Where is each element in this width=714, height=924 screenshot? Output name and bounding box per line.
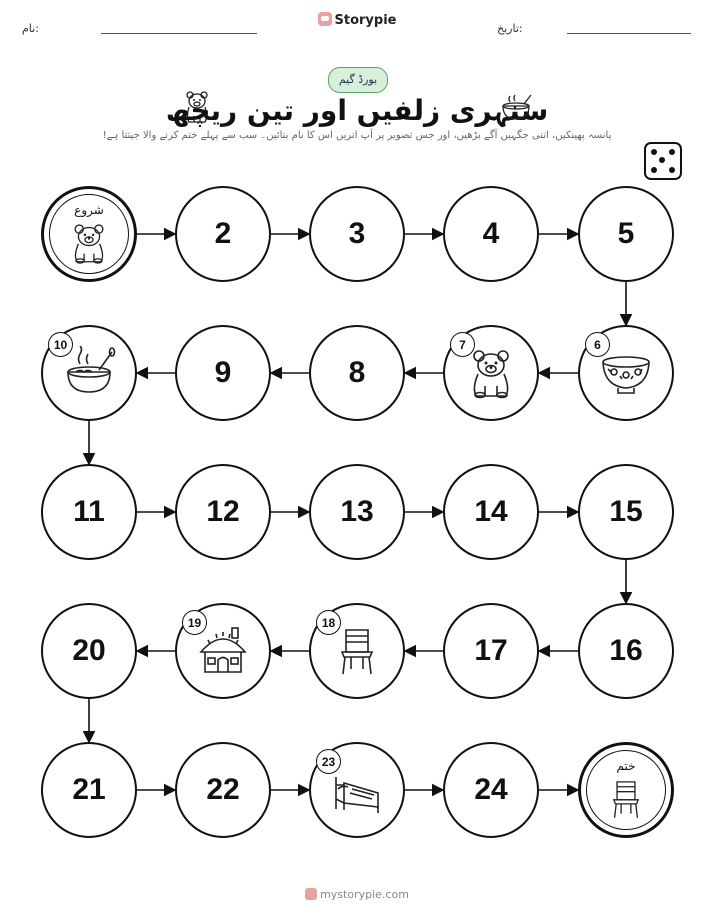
board-cell-13 <box>309 464 405 560</box>
board-cell-16 <box>578 603 674 699</box>
cell-number: 2 <box>214 217 232 250</box>
cell-number-badge: 23 <box>316 749 341 774</box>
board-cell-3 <box>309 186 405 282</box>
cell-number: 14 <box>474 495 508 528</box>
cell-number: 4 <box>482 217 500 250</box>
porridge-icon <box>62 346 116 400</box>
cell-number: 13 <box>340 495 374 528</box>
cell-number-badge: 10 <box>48 332 73 357</box>
cell-number: 15 <box>609 495 643 528</box>
date-label: تاریخ: <box>497 22 523 35</box>
cell-number: 16 <box>609 634 643 667</box>
game-type-badge: بورڈ گیم <box>328 67 388 93</box>
cell-number: 12 <box>206 495 240 528</box>
board-cell-19 <box>175 603 271 699</box>
bear-icon <box>464 346 518 400</box>
cell-number: 5 <box>617 217 635 250</box>
board-cell-1 <box>41 186 137 282</box>
board-cell-7 <box>443 325 539 421</box>
instructions: پانسہ پھینکیں، اتنی جگہیں آگے بڑھیں، اور جس تصویر پر آپ اتریں اس کا نام بتائیں۔ سب سے پہلے ختم کرنے والا جیتتا ہے! <box>102 130 612 141</box>
bed-icon <box>330 763 384 817</box>
cell-number: 3 <box>348 217 366 250</box>
board-cell-12 <box>175 464 271 560</box>
board-cell-4 <box>443 186 539 282</box>
bowl-icon <box>599 346 653 400</box>
footer <box>0 888 714 901</box>
board-cell-8 <box>309 325 405 421</box>
cell-number: 17 <box>474 634 508 667</box>
board-cell-10 <box>41 325 137 421</box>
cell-number-badge: 18 <box>316 610 341 635</box>
cell-number-badge: 19 <box>182 610 207 635</box>
cell-number: 21 <box>72 773 106 806</box>
board-cell-23 <box>309 742 405 838</box>
board-cell-5 <box>578 186 674 282</box>
board-cell-9 <box>175 325 271 421</box>
cell-number-badge: 7 <box>450 332 475 357</box>
cell-number: 20 <box>72 634 106 667</box>
board-cell-2 <box>175 186 271 282</box>
board-cell-22 <box>175 742 271 838</box>
board-cell-17 <box>443 603 539 699</box>
cottage-icon <box>196 624 250 678</box>
footer-url: mystorypie.com <box>320 888 409 901</box>
board-cell-21 <box>41 742 137 838</box>
chair-icon <box>604 777 648 821</box>
name-label: نام: <box>22 22 39 35</box>
cell-number: 9 <box>214 356 232 389</box>
chair-icon <box>330 624 384 678</box>
board-cell-25 <box>578 742 674 838</box>
bear-icon <box>67 221 111 265</box>
board-cell-6 <box>578 325 674 421</box>
board-cell-20 <box>41 603 137 699</box>
cell-number: 8 <box>348 356 366 389</box>
page-title: سنہری زلفیں اور تین ریچھ <box>165 94 549 127</box>
brand-name: Storypie <box>334 13 397 28</box>
board-cell-15 <box>578 464 674 560</box>
start-caption: شروع <box>74 203 104 217</box>
storypie-footer-logo-icon <box>305 888 317 900</box>
board-cell-14 <box>443 464 539 560</box>
cell-number-badge: 6 <box>585 332 610 357</box>
board-cell-11 <box>41 464 137 560</box>
board-cell-18 <box>309 603 405 699</box>
cell-number: 24 <box>474 773 508 806</box>
cell-number: 11 <box>73 495 105 528</box>
board-cell-24 <box>443 742 539 838</box>
finish-caption: ختم <box>616 759 636 773</box>
cell-number: 22 <box>206 773 240 806</box>
